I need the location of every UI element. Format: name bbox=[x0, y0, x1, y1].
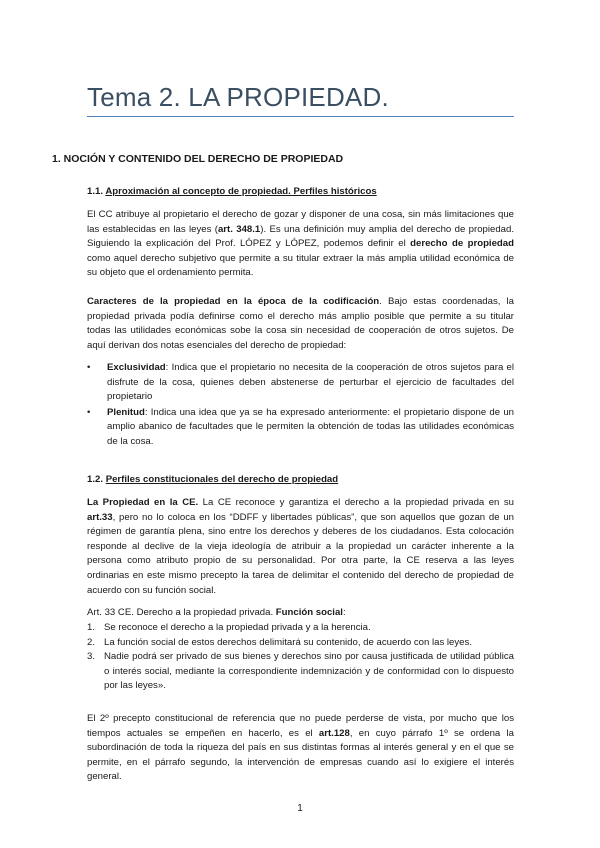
text-run: como aquel derecho subjetivo que permite a su titular extraer la más amplia utilidad económica de su objeto que el ordenamiento permita. bbox=[87, 252, 514, 279]
text-run: , en cuyo párrafo 1º se ordena la subordinación de toda la riqueza del país en sus distintas formas al interés general y en el que se permite, en el párrafo segundo, la intervención de empresas cuando así lo exigiere el interés general. bbox=[87, 727, 514, 783]
text-run-bold: art. 348.1 bbox=[217, 223, 261, 235]
text-run: La CE reconoce y garantiza el derecho a la propiedad privada en su bbox=[198, 497, 514, 508]
text-run: El CC atribuye al propietario el derecho de gozar y disponer de una cosa, sin más limitaciones que las establecidas en las leyes ( bbox=[87, 209, 514, 235]
list-item bbox=[87, 636, 514, 651]
subsection-title: Aproximación al concepto de propiedad. Perfiles históricos bbox=[105, 186, 377, 197]
list-item bbox=[87, 406, 514, 450]
bullet-list bbox=[87, 361, 514, 451]
list-item-text: Se reconoce el derecho a la propiedad privada y a la herencia. bbox=[104, 622, 371, 633]
text-run-bold: derecho de propiedad bbox=[410, 238, 514, 250]
page-title: Tema 2. LA PROPIEDAD. bbox=[87, 82, 389, 112]
text-run-bold: art.128 bbox=[318, 727, 350, 739]
page-number: 1 bbox=[297, 803, 303, 814]
bullet-icon: • bbox=[87, 406, 91, 418]
text-run: , pero no lo coloca en los “DDFF y libertades públicas”, que son aquellos que gozan de un régimen de garantía plena, sino entre los derechos y deberes de los ciudadanos. Esta colocación responde al declive de la vieja ideología de atribuir a la propiedad un carácter inherente a la persona como atributo propio de su personalidad. Por otra parte, la CE reserva a las leyes ordinarias en este mismo precepto la tarea de delimitar el contenido del derecho de propiedad de acuerdo con su función social. bbox=[87, 511, 514, 596]
list-item bbox=[87, 621, 514, 636]
text-run: . Bajo estas coordenadas, la propiedad privada podía definirse como el derecho más amplio posible que permite a su titular todas las utilidades económicas sobe la cosa sin necesidad de cooperación de otros sujetos. De aquí derivan dos notas esenciales del derecho de propiedad: bbox=[87, 296, 514, 351]
list-item-text: La función social de estos derechos delimitará su contenido, de acuerdo con las leyes. bbox=[104, 636, 472, 648]
list-item bbox=[87, 361, 514, 405]
subsection-title: Perfiles constitucionales del derecho de propiedad bbox=[105, 474, 339, 485]
subsection-number: 1.1. bbox=[87, 186, 104, 197]
list-item-text: : Indica que el propietario no necesita de la cooperación de otros sujetos para el disfrute de la cosa, quienes deben abstenerse de perturbar el ejercicio de facultades del propietario bbox=[107, 362, 514, 403]
title-underline bbox=[87, 116, 514, 117]
bullet-icon: • bbox=[87, 362, 91, 373]
subsection-heading-1-2 bbox=[87, 474, 338, 485]
list-item bbox=[87, 650, 514, 694]
text-run: El 2º precepto constitucional de referencia que no puede perderse de vista, por mucho que los tiempos actuales se empeñen en hacerlo, es el bbox=[87, 713, 514, 739]
text-run-bold: Caracteres de la propiedad en la época de la codificación bbox=[87, 296, 380, 307]
paragraph-art33 bbox=[87, 606, 514, 621]
paragraph-propiedad-ce bbox=[87, 496, 514, 598]
list-number: 2. bbox=[87, 636, 96, 648]
list-item-text: : Indica una idea que ya se ha expresado anteriormente: el propietario dispone de un amplio abanico de facultades que le permiten la obtención de todas las utilidades económicas de la cosa. bbox=[107, 406, 514, 447]
text-run: Art. 33 CE. Derecho a la propiedad privada. bbox=[87, 607, 276, 618]
paragraph-caracteres bbox=[87, 295, 514, 353]
text-run-bold: art.33 bbox=[87, 511, 113, 523]
paragraph-definition bbox=[87, 208, 514, 281]
subsection-number: 1.2. bbox=[87, 474, 104, 485]
numbered-list bbox=[87, 621, 514, 694]
subsection-heading-1-1 bbox=[87, 186, 377, 197]
list-item-term: Plenitud bbox=[107, 406, 145, 418]
text-run: : bbox=[342, 607, 346, 618]
list-number: 1. bbox=[87, 622, 96, 633]
section-heading: 1. NOCIÓN Y CONTENIDO DEL DERECHO DE PROPIEDAD bbox=[52, 153, 344, 165]
text-run: ). Es una definición muy amplia del derecho de propiedad. Siguiendo la explicación del Prof. LÓPEZ y LÓPEZ, podemos definir el bbox=[87, 223, 515, 250]
text-run-bold: Función social bbox=[275, 607, 343, 618]
text-run-bold: La Propiedad en la CE. bbox=[87, 497, 199, 508]
paragraph-art128 bbox=[87, 712, 514, 785]
list-item-text: Nadie podrá ser privado de sus bienes y derechos sino por causa justificada de utilidad pública o interés social, mediante la correspondiente indemnización y de conformidad con lo dispuesto por las leyes». bbox=[104, 651, 514, 692]
list-number: 3. bbox=[87, 651, 96, 663]
list-item-term: Exclusividad bbox=[107, 362, 166, 373]
